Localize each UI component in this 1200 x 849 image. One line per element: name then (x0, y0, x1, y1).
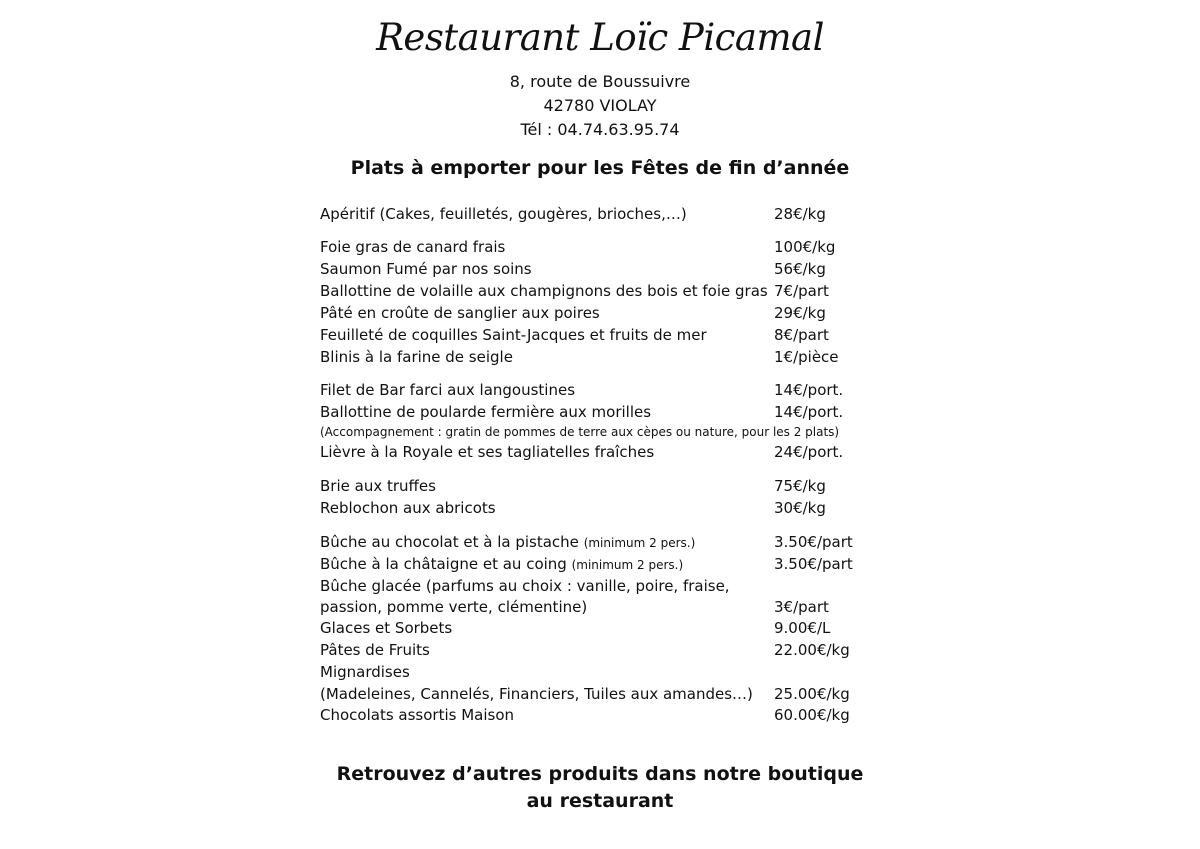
item-note: (minimum 2 pers.) (583, 536, 696, 550)
menu-item (320, 618, 880, 638)
item-price: 1€/pièce (774, 348, 839, 366)
item-name: Mignardises (320, 663, 410, 681)
item-price: 60.00€/kg (774, 706, 850, 724)
menu-item (320, 442, 880, 462)
phone-number: Tél : 04.74.63.95.74 (520, 120, 680, 139)
item-name: Bûche à la châtaigne et au coing (minimum 2 pers.) (320, 555, 684, 573)
menu-item (320, 532, 880, 552)
menu-item (320, 576, 880, 596)
item-name: Reblochon aux abricots (320, 499, 496, 517)
item-name: Lièvre à la Royale et ses tagliatelles fraîches (320, 443, 655, 461)
item-price: 24€/port. (774, 443, 844, 461)
footer-line-1: Retrouvez d’autres produits dans notre boutique (336, 763, 864, 785)
item-name: Feuilleté de coquilles Saint-Jacques et fruits de mer (320, 326, 707, 344)
address-street: 8, route de Boussuivre (509, 72, 691, 91)
item-name: Bûche au chocolat et à la pistache (minimum 2 pers.) (320, 533, 696, 551)
menu-item (320, 705, 880, 725)
item-name: Ballottine de volaille aux champignons des bois et foie gras (320, 282, 768, 300)
item-name: Glaces et Sorbets (320, 619, 453, 637)
item-price: 75€/kg (774, 477, 826, 495)
menu-item (320, 237, 880, 257)
menu-item (320, 662, 880, 682)
item-price: 14€/port. (774, 381, 844, 399)
item-name: Foie gras de canard frais (320, 238, 506, 256)
item-name: Bûche glacée (parfums au choix : vanille, poire, fraise, (320, 577, 730, 595)
accompaniment-note: (Accompagnement : gratin de pommes de terre aux cèpes ou nature, pour les 2 plats) (320, 425, 840, 439)
menu-item (320, 402, 880, 422)
item-price: 3.50€/part (774, 533, 853, 551)
item-price: 7€/part (774, 282, 829, 300)
menu-subtitle: Plats à emporter pour les Fêtes de fin d’année (350, 157, 850, 179)
menu-item (320, 554, 880, 574)
item-price: 9.00€/L (774, 619, 831, 637)
menu-item (320, 281, 880, 301)
item-price: 14€/port. (774, 403, 844, 421)
menu-item (320, 303, 880, 323)
menu-item (320, 476, 880, 496)
item-price: 100€/kg (774, 238, 836, 256)
item-price: 22.00€/kg (774, 641, 850, 659)
address-city: 42780 VIOLAY (543, 96, 657, 115)
item-name: Blinis à la farine de seigle (320, 348, 513, 366)
item-price: 8€/part (774, 326, 829, 344)
menu-item (320, 259, 880, 279)
item-price: 28€/kg (774, 205, 826, 223)
menu-item (320, 347, 880, 367)
item-name: Ballottine de poularde fermière aux morilles (320, 403, 652, 421)
item-price: 29€/kg (774, 304, 826, 322)
item-price: 3€/part (774, 598, 829, 616)
footer-line-2: au restaurant (526, 790, 674, 812)
item-name: Saumon Fumé par nos soins (320, 260, 532, 278)
item-name: Apéritif (Cakes, feuilletés, gougères, brioches,…) (320, 205, 687, 223)
menu-item (320, 204, 880, 224)
item-name: Brie aux truffes (320, 477, 436, 495)
menu-item (320, 684, 880, 704)
item-name: (Madeleines, Cannelés, Financiers, Tuiles aux amandes…) (320, 685, 753, 703)
item-note: (minimum 2 pers.) (571, 558, 684, 572)
menu-item (320, 640, 880, 660)
menu-item (320, 498, 880, 518)
item-name: Chocolats assortis Maison (320, 706, 515, 724)
item-price: 25.00€/kg (774, 685, 850, 703)
item-name: passion, pomme verte, clémentine) (320, 598, 588, 616)
item-price: 56€/kg (774, 260, 826, 278)
restaurant-name: Restaurant Loïc Picamal (376, 16, 824, 59)
item-price: 30€/kg (774, 499, 826, 517)
item-name: Filet de Bar farci aux langoustines (320, 381, 576, 399)
menu-item (320, 325, 880, 345)
item-name: Pâtes de Fruits (320, 641, 430, 659)
item-price: 3.50€/part (774, 555, 853, 573)
menu-item (320, 597, 880, 617)
item-name: Pâté en croûte de sanglier aux poires (320, 304, 600, 322)
menu-item (320, 380, 880, 400)
